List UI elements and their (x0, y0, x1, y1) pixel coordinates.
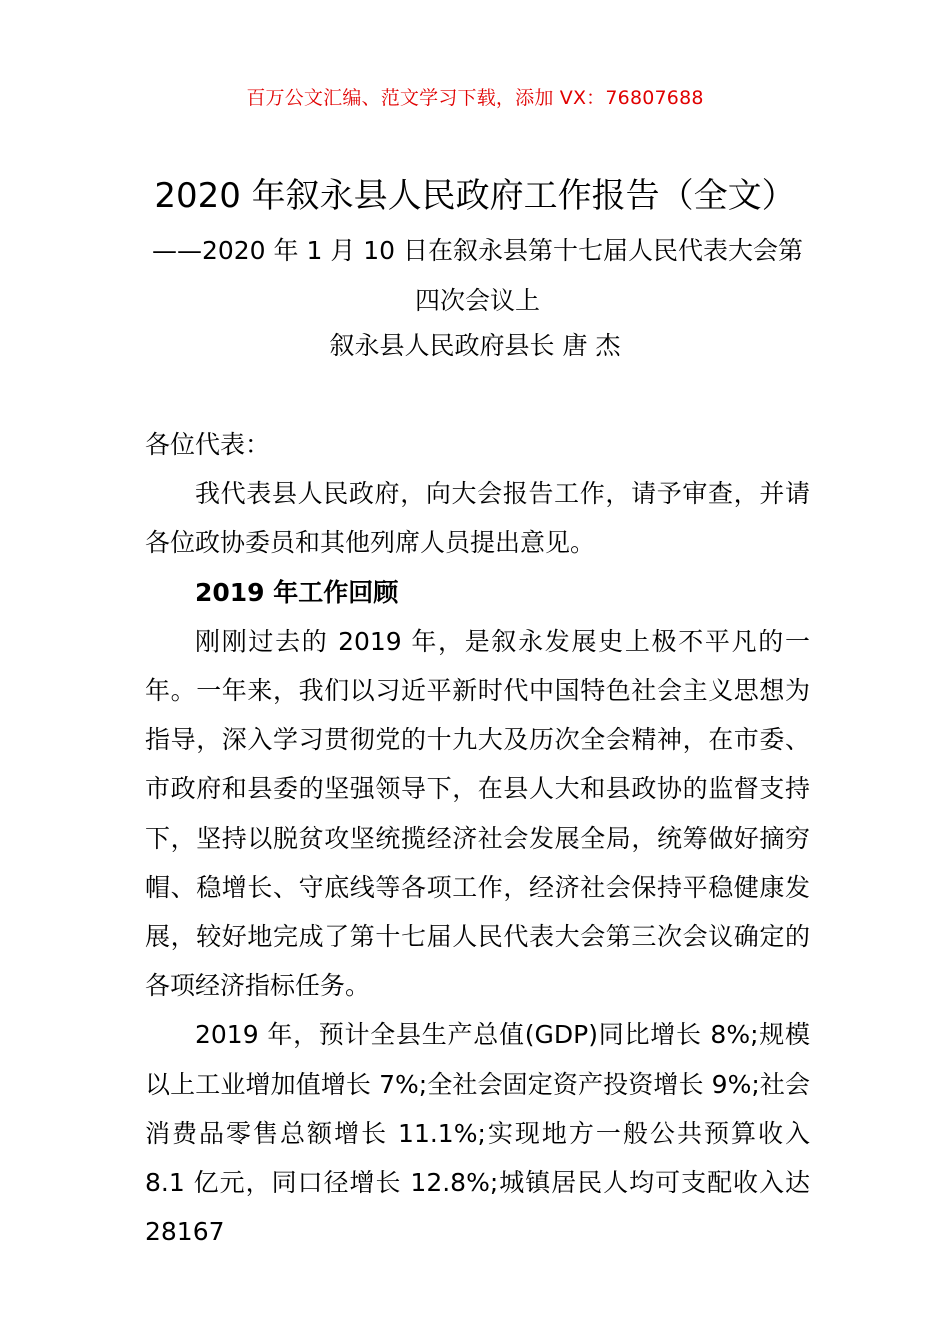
section-heading: 2019 年工作回顾 (195, 577, 399, 607)
document-author: 叙永县人民政府县长 唐 杰 (329, 331, 621, 360)
statistics-paragraph: 2019 年，预计全县生产总值(GDP)同比增长 8%;规模以上工业增加值增长 7%;全社会固定资产投资增长 9%;社会消费品零售总额增长 11.1%;实现地方一般公共预算收入 8.1 亿元，同口径增长 12.8%;城镇居民人均可支配收入达 28167 (145, 1020, 810, 1247)
review-paragraph: 刚刚过去的 2019 年，是叙永发展史上极不平凡的一年。一年来，我们以习近平新时代中国特色社会主义思想为指导，深入学习贯彻党的十九大及历次全会精神，在市委、市政府和县委的坚强领导下，在县人大和县政协的监督支持下，坚持以脱贫攻坚统揽经济社会发展全局，统筹做好摘穷帽、稳增长、守底线等各项工作，经济社会保持平稳健康发展，较好地完成了第十七届人民代表大会第三次会议确定的各项经济指标任务。 (145, 626, 810, 1001)
watermark-header: 百万公文汇编、范文学习下载，添加 VX：76807688 (246, 87, 704, 109)
document-body (145, 420, 810, 1256)
document-subtitle: ——2020 年 1 月 10 日在叙永县第十七届人民代表大会第四次会议上 (151, 236, 804, 315)
intro-paragraph: 我代表县人民政府，向大会报告工作，请予审查，并请各位政协委员和其他列席人员提出意见。 (145, 479, 810, 558)
document-title: 2020 年叙永县人民政府工作报告（全文） (154, 176, 796, 216)
salutation: 各位代表： (145, 430, 271, 459)
